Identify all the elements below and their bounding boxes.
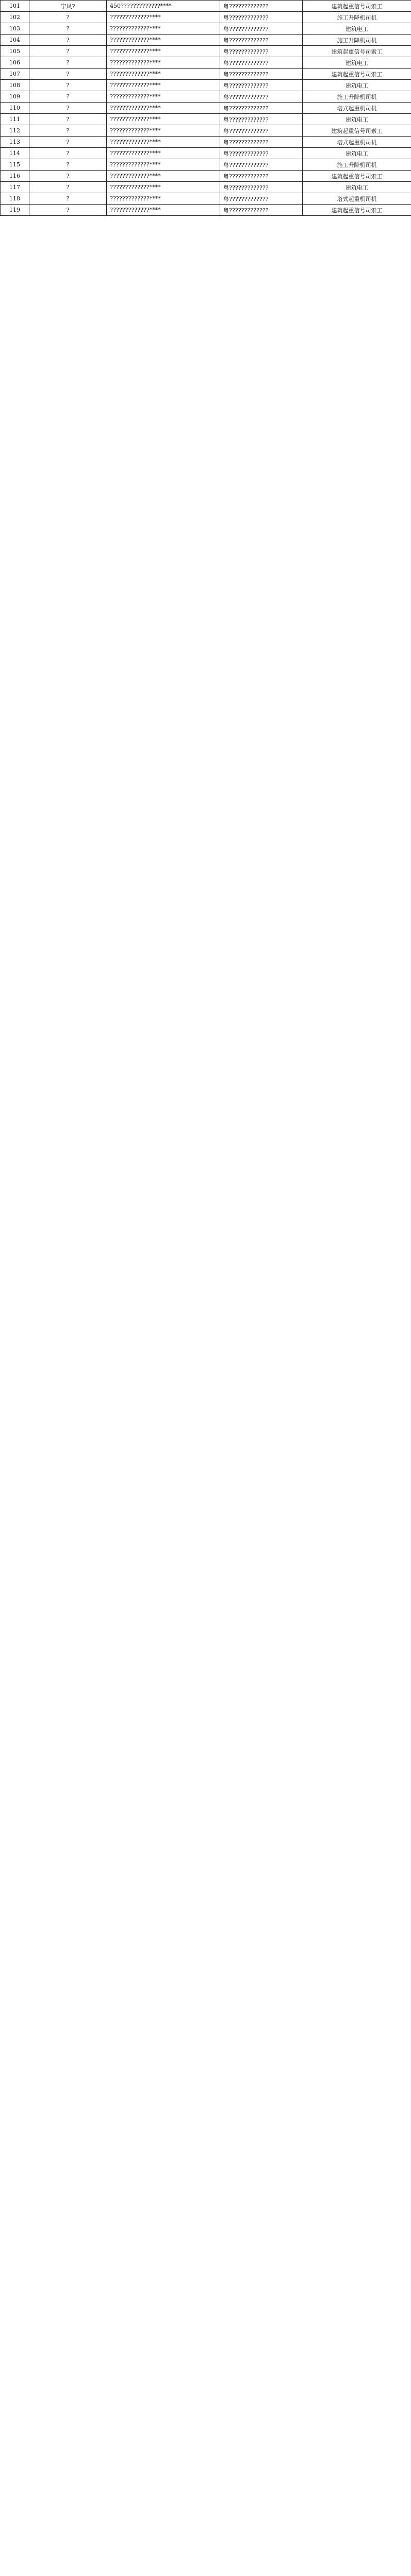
worker-name-cell: ? <box>29 137 107 148</box>
job-type-cell: 塔式起重机司机 <box>303 193 411 205</box>
id-number-cell: ?????????????**** <box>107 57 220 69</box>
job-type-cell: 建筑起重信号司索工 <box>303 1 411 12</box>
row-index-cell: 114 <box>1 148 29 159</box>
certificate-number-cell: 粤????????????? <box>220 91 303 103</box>
certificate-number-cell: 粤????????????? <box>220 171 303 182</box>
id-number-cell: ?????????????**** <box>107 182 220 193</box>
worker-name-cell: ? <box>29 35 107 46</box>
id-number-cell: ?????????????**** <box>107 46 220 57</box>
table-row <box>1 35 411 46</box>
row-index-cell: 116 <box>1 171 29 182</box>
id-number-cell: ?????????????**** <box>107 148 220 159</box>
certificate-number-cell: 粤????????????? <box>220 35 303 46</box>
row-index-cell: 117 <box>1 182 29 193</box>
worker-name-cell: ? <box>29 114 107 125</box>
worker-name-cell: ? <box>29 159 107 171</box>
worker-name-cell: ? <box>29 148 107 159</box>
certificate-number-cell: 粤????????????? <box>220 193 303 205</box>
certificate-number-cell: 粤????????????? <box>220 114 303 125</box>
worker-name-cell: 宁凤? <box>29 1 107 12</box>
job-type-cell: 建筑起重信号司索工 <box>303 69 411 80</box>
worker-name-cell: ? <box>29 193 107 205</box>
worker-name-cell: ? <box>29 69 107 80</box>
job-type-cell: 建筑电工 <box>303 114 411 125</box>
table-row <box>1 193 411 205</box>
job-type-cell: 建筑起重信号司索工 <box>303 125 411 137</box>
table-row <box>1 69 411 80</box>
row-index-cell: 110 <box>1 103 29 114</box>
job-type-cell: 施工升降机司机 <box>303 91 411 103</box>
table-row <box>1 1 411 12</box>
table-row <box>1 91 411 103</box>
job-type-cell: 施工升降机司机 <box>303 159 411 171</box>
table-row <box>1 103 411 114</box>
certificate-number-cell: 粤????????????? <box>220 205 303 216</box>
worker-name-cell: ? <box>29 57 107 69</box>
id-number-cell: ?????????????**** <box>107 205 220 216</box>
row-index-cell: 119 <box>1 205 29 216</box>
id-number-cell: ?????????????**** <box>107 171 220 182</box>
worker-name-cell: ? <box>29 125 107 137</box>
row-index-cell: 113 <box>1 137 29 148</box>
table-row <box>1 171 411 182</box>
worker-name-cell: ? <box>29 80 107 91</box>
table-row <box>1 159 411 171</box>
certificate-number-cell: 粤????????????? <box>220 125 303 137</box>
row-index-cell: 102 <box>1 12 29 23</box>
id-number-cell: ?????????????**** <box>107 35 220 46</box>
row-index-cell: 105 <box>1 46 29 57</box>
id-number-cell: ?????????????**** <box>107 12 220 23</box>
job-type-cell: 建筑电工 <box>303 23 411 35</box>
job-type-cell: 建筑起重信号司索工 <box>303 171 411 182</box>
certificate-number-cell: 粤????????????? <box>220 137 303 148</box>
job-type-cell: 施工升降机司机 <box>303 12 411 23</box>
certificate-number-cell: 粤????????????? <box>220 1 303 12</box>
job-type-cell: 施工升降机司机 <box>303 35 411 46</box>
certificate-number-cell: 粤????????????? <box>220 103 303 114</box>
table-row <box>1 148 411 159</box>
job-type-cell: 塔式起重机司机 <box>303 137 411 148</box>
worker-name-cell: ? <box>29 12 107 23</box>
worker-certificate-table <box>0 0 411 216</box>
id-number-cell: ?????????????**** <box>107 103 220 114</box>
worker-name-cell: ? <box>29 171 107 182</box>
job-type-cell: 建筑起重信号司索工 <box>303 205 411 216</box>
certificate-number-cell: 粤????????????? <box>220 182 303 193</box>
row-index-cell: 104 <box>1 35 29 46</box>
row-index-cell: 106 <box>1 57 29 69</box>
certificate-number-cell: 粤????????????? <box>220 46 303 57</box>
job-type-cell: 建筑电工 <box>303 182 411 193</box>
row-index-cell: 118 <box>1 193 29 205</box>
table-row <box>1 182 411 193</box>
certificate-number-cell: 粤????????????? <box>220 148 303 159</box>
id-number-cell: ?????????????**** <box>107 69 220 80</box>
table-row <box>1 80 411 91</box>
id-number-cell: ?????????????**** <box>107 91 220 103</box>
id-number-cell: ?????????????**** <box>107 125 220 137</box>
certificate-number-cell: 粤????????????? <box>220 159 303 171</box>
table-row <box>1 57 411 69</box>
worker-name-cell: ? <box>29 91 107 103</box>
row-index-cell: 103 <box>1 23 29 35</box>
row-index-cell: 112 <box>1 125 29 137</box>
row-index-cell: 115 <box>1 159 29 171</box>
id-number-cell: 450?????????????**** <box>107 1 220 12</box>
row-index-cell: 107 <box>1 69 29 80</box>
certificate-number-cell: 粤????????????? <box>220 80 303 91</box>
certificate-number-cell: 粤????????????? <box>220 57 303 69</box>
certificate-number-cell: 粤????????????? <box>220 12 303 23</box>
row-index-cell: 111 <box>1 114 29 125</box>
id-number-cell: ?????????????**** <box>107 114 220 125</box>
table-row <box>1 205 411 216</box>
table-row <box>1 125 411 137</box>
worker-name-cell: ? <box>29 46 107 57</box>
worker-name-cell: ? <box>29 23 107 35</box>
table-row <box>1 12 411 23</box>
id-number-cell: ?????????????**** <box>107 23 220 35</box>
worker-name-cell: ? <box>29 182 107 193</box>
certificate-number-cell: 粤????????????? <box>220 23 303 35</box>
table-row <box>1 46 411 57</box>
certificate-number-cell: 粤????????????? <box>220 69 303 80</box>
id-number-cell: ?????????????**** <box>107 159 220 171</box>
row-index-cell: 108 <box>1 80 29 91</box>
job-type-cell: 塔式起重机司机 <box>303 103 411 114</box>
job-type-cell: 建筑电工 <box>303 57 411 69</box>
row-index-cell: 101 <box>1 1 29 12</box>
id-number-cell: ?????????????**** <box>107 193 220 205</box>
job-type-cell: 建筑电工 <box>303 80 411 91</box>
worker-name-cell: ? <box>29 205 107 216</box>
id-number-cell: ?????????????**** <box>107 137 220 148</box>
table-row <box>1 137 411 148</box>
worker-name-cell: ? <box>29 103 107 114</box>
job-type-cell: 建筑起重信号司索工 <box>303 46 411 57</box>
id-number-cell: ?????????????**** <box>107 80 220 91</box>
table-row <box>1 114 411 125</box>
job-type-cell: 建筑电工 <box>303 148 411 159</box>
row-index-cell: 109 <box>1 91 29 103</box>
table-row <box>1 23 411 35</box>
